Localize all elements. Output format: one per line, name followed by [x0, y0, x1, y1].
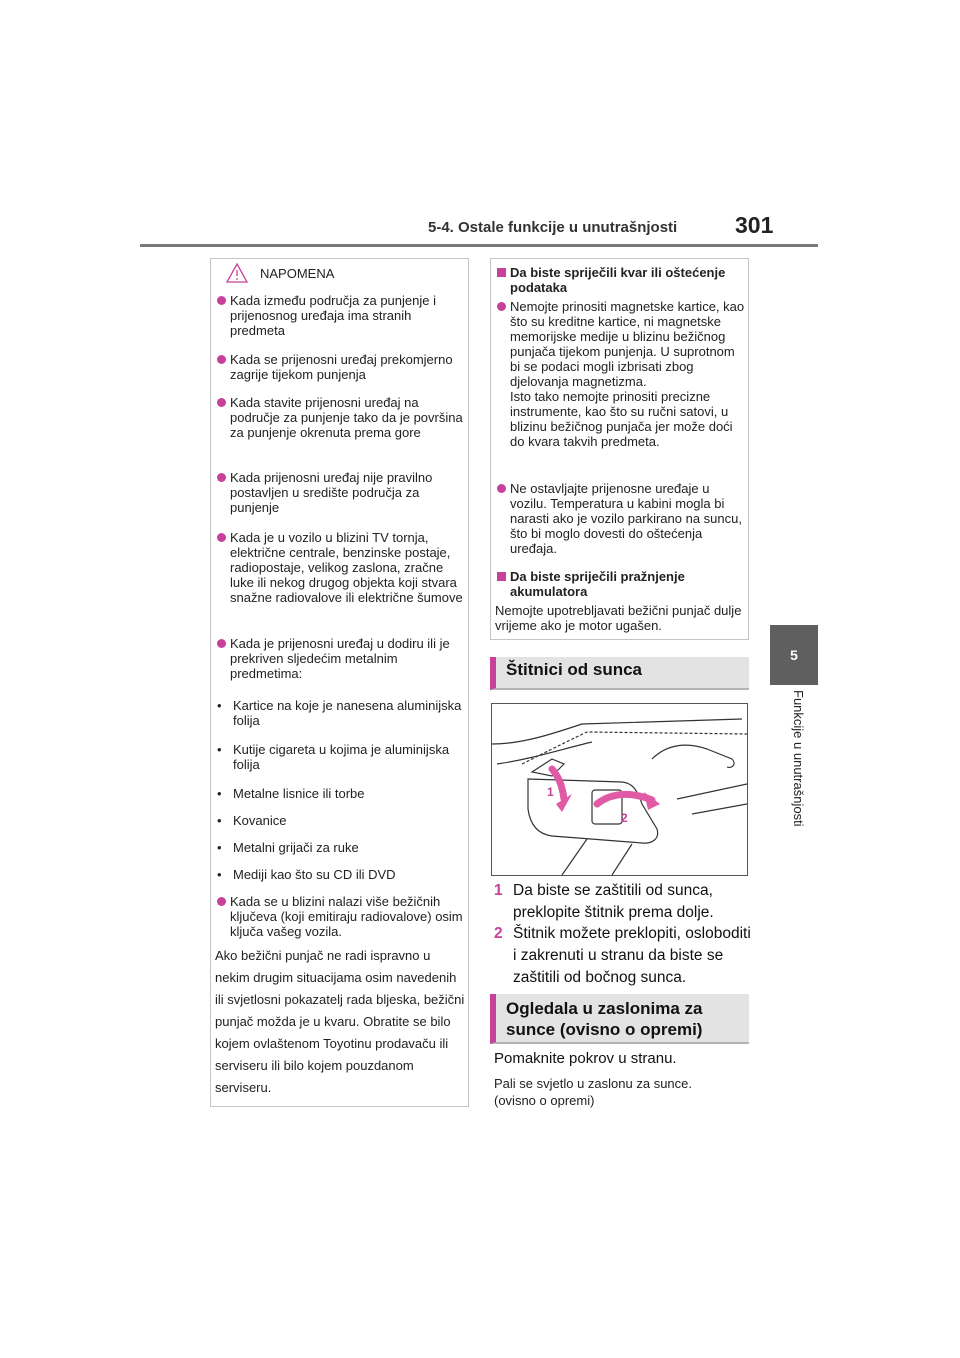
notice-sub-item: • Kartice na koje je nanesena aluminijska folija — [217, 698, 465, 728]
notice-item-text: Kada se prijenosni uređaj prekomjerno zagrije tijekom punjenja — [230, 352, 453, 382]
step-item — [494, 923, 754, 989]
notice-paragraph: Ako bežični punjač ne radi ispravno u nekim drugim situacijama osim navedenih ili svjetlosni pokazatelj rada bljeska, bežični punjač možda je u kvaru. Obratite se bilo kojem ovlaštenom Toyotinu prodavaču ili serviseru ili bilo kojem pouzdanom serviseru. — [215, 948, 465, 1095]
info-heading — [497, 265, 745, 295]
bullet-icon — [217, 533, 226, 542]
info-item-text: Ne ostavljajte prijenosne uređaje u vozilu. Temperatura u kabini mogla bi narasti ako je vozilo parkirano na suncu, što bi moglo dovesti do oštećenja uređaja. — [510, 481, 742, 556]
bullet-icon — [217, 355, 226, 364]
notice-item-text: Kada je prijenosni uređaj u dodiru ili je prekriven sljedećim metalnim predmetima: — [230, 636, 450, 681]
notice-item-text: Kada prijenosni uređaj nije pravilno postavljen u središte područja za punjenje — [230, 470, 433, 515]
notice-sub-item: • Kovanice — [217, 813, 465, 828]
notice-sub-item: • Metalni grijači za ruke — [217, 840, 465, 855]
notice-sub-item-text: Kovanice — [233, 813, 287, 828]
notice-item-text: Kada se u blizini nalazi više bežičnih ključeva (koji emitiraju radiovalove) osim ključa vašeg vozila. — [230, 894, 463, 939]
sun-visor-illustration — [491, 703, 748, 876]
notice-item — [217, 395, 465, 440]
chapter-side-label: Funkcije u unutrašnjosti — [791, 690, 806, 827]
notice-box — [210, 258, 469, 1107]
bullet-icon — [217, 473, 226, 482]
notice-item — [217, 894, 465, 939]
notice-item — [217, 636, 465, 681]
page-number: 301 — [735, 212, 774, 238]
info-item — [497, 481, 745, 556]
info-text — [495, 603, 743, 633]
figure-label-1: 1 — [547, 785, 554, 799]
step-number: 2 — [494, 925, 503, 942]
bullet-icon — [497, 484, 506, 493]
step-text: Da biste se zaštitili od sunca, preklopite štitnik prema dolje. — [513, 882, 714, 921]
mirror-instruction: Pomaknite pokrov u stranu. — [494, 1050, 677, 1067]
info-heading — [497, 569, 745, 599]
bullet-icon — [497, 302, 506, 311]
mirror-subtext — [494, 1075, 692, 1109]
notice-header — [211, 259, 468, 285]
notice-item — [217, 470, 465, 515]
notice-item-text: Kada stavite prijenosni uređaj na područje za punjenje tako da je površina za punjenje okrenuta prema gore — [230, 395, 463, 440]
bullet-icon — [217, 296, 226, 305]
notice-sub-item-text: Kutije cigareta u kojima je aluminijska folija — [233, 742, 450, 772]
notice-sub-item-text: Metalne lisnice ili torbe — [233, 786, 365, 801]
section-title: 5-4. Ostale funkcije u unutrašnjosti — [428, 219, 678, 236]
notice-sub-item-text: Mediji kao što su CD ili DVD — [233, 867, 396, 882]
notice-item — [217, 530, 465, 605]
notice-title: NAPOMENA — [260, 266, 335, 281]
chapter-tab[interactable]: 5 — [770, 625, 818, 685]
bullet-icon — [217, 897, 226, 906]
info-item-text: Isto tako nemojte prinositi precizne instrumente, kao što su ručni satovi, u blizinu bežičnog punjača jer može doći do kvara takvih predmeta. — [510, 389, 733, 449]
notice-sub-item: • Kutije cigareta u kojima je aluminijska folija — [217, 742, 465, 772]
header-rule — [140, 244, 818, 247]
section-heading-mirrors: Ogledala u zaslonima za sunce (ovisno o opremi) — [490, 994, 749, 1044]
notice-sub-item-text: Kartice na koje je nanesena aluminijska folija — [233, 698, 462, 728]
warning-triangle-icon — [226, 263, 248, 283]
bullet-icon — [217, 398, 226, 407]
sun-visor-drawing — [492, 704, 747, 875]
square-bullet-icon — [497, 572, 506, 581]
info-item — [497, 299, 745, 449]
section-heading-sun-visors: Štitnici od sunca — [490, 657, 749, 690]
notice-item-text: Kada je u vozilo u blizini TV tornja, električne centrale, benzinske postaje, radiopostaje, velikog zaslona, zračne luke ili nekog drugog objekta koji stvara snažne radiovalove ili električne šumove — [230, 530, 463, 605]
square-bullet-icon — [497, 268, 506, 277]
info-heading-text: Da biste spriječili pražnjenje akumulatora — [510, 569, 685, 599]
notice-item-text: Kada između područja za punjenje i prijenosnog uređaja ima stranih predmeta — [230, 293, 436, 338]
notice-sub-item: • Metalne lisnice ili torbe — [217, 786, 465, 801]
mirror-subtext-line: Pali se svjetlo u zaslonu za sunce. — [494, 1076, 692, 1091]
notice-item — [217, 352, 465, 382]
notice-item — [217, 293, 465, 338]
info-item-text: Nemojte prinositi magnetske kartice, kao što su kreditne kartice, ni magnetske memorijske medije u blizinu bežičnog punjača tijekom punjenja. U suprotnom bi se podaci mogli izbrisati zbog djelovanja magnetizma. — [510, 299, 745, 389]
info-box — [490, 258, 749, 640]
info-text-content: Nemojte upotrebljavati bežični punjač dulje vrijeme ako je motor ugašen. — [495, 603, 742, 633]
bullet-icon — [217, 639, 226, 648]
step-number: 1 — [494, 882, 503, 899]
step-item — [494, 880, 754, 924]
notice-sub-item-text: Metalni grijači za ruke — [233, 840, 359, 855]
mirror-subtext-line: (ovisno o opremi) — [494, 1093, 595, 1108]
step-text: Štitnik možete preklopiti, osloboditi i zakrenuti u stranu da biste se zaštitili od bočnog sunca. — [513, 925, 751, 986]
notice-sub-item: • Mediji kao što su CD ili DVD — [217, 867, 465, 882]
info-heading-text: Da biste spriječili kvar ili oštećenje podataka — [510, 265, 726, 295]
figure-label-2: 2 — [621, 811, 628, 825]
